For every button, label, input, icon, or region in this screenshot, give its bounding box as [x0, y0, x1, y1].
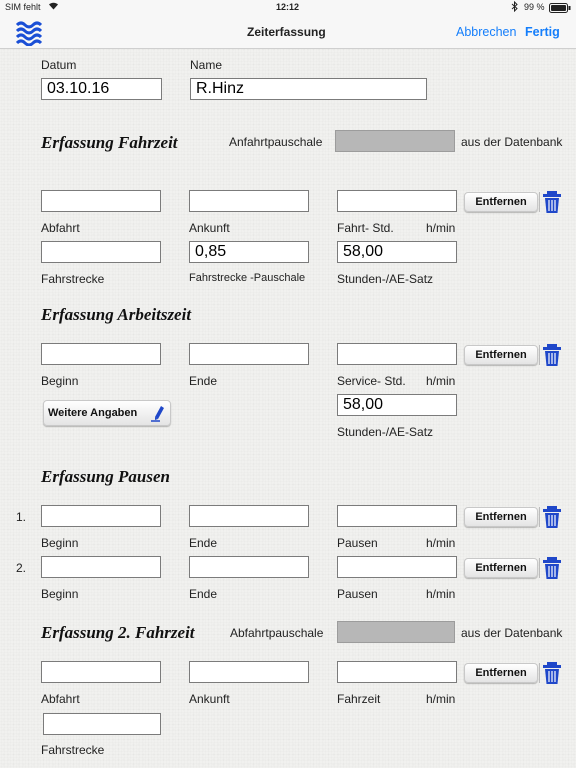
pause-row-number: 1.	[16, 510, 27, 524]
trash-icon[interactable]	[541, 556, 563, 585]
pause-beginn-label: Beginn	[41, 536, 79, 550]
stundensatz-field[interactable]: 58,00	[337, 241, 457, 263]
datum-label: Datum	[41, 58, 77, 72]
remove-pause-button[interactable]: Entfernen	[464, 507, 538, 527]
divider	[539, 507, 540, 527]
divider	[539, 663, 540, 683]
fahrstrecke-field[interactable]	[41, 241, 161, 263]
cancel-button[interactable]: Abbrechen	[456, 25, 517, 39]
datenbank-label: aus der Datenbank	[461, 626, 563, 640]
divider	[539, 558, 540, 578]
fahrt-std-field[interactable]	[337, 190, 457, 212]
section-title-arbeitszeit: Erfassung Arbeitszeit	[41, 305, 192, 324]
abfahrt-2-field[interactable]	[41, 661, 161, 683]
section-title-fahrzeit: Erfassung Fahrzeit	[41, 133, 178, 152]
trash-icon[interactable]	[541, 661, 563, 690]
datum-field[interactable]: 03.10.16	[41, 78, 162, 100]
service-std-field[interactable]	[337, 343, 457, 365]
carrier-label: SIM fehlt	[5, 2, 41, 12]
anfahrtpauschale-label: Anfahrtpauschale	[229, 135, 323, 149]
more-details-button[interactable]	[43, 400, 171, 426]
remove-arbeitszeit-button[interactable]: Entfernen	[464, 345, 538, 365]
ankunft-label: Ankunft	[189, 221, 230, 235]
fahrzeit-2-label: Fahrzeit	[337, 692, 381, 706]
remove-pause-button[interactable]: Entfernen	[464, 558, 538, 578]
pencil-edit-icon	[148, 403, 168, 432]
unit-label: h/min	[426, 536, 456, 550]
pause-dauer-field[interactable]	[337, 556, 457, 578]
trash-icon[interactable]	[541, 190, 563, 219]
battery-label: 99 %	[524, 2, 545, 12]
fahrstrecke-2-label: Fahrstrecke	[41, 743, 105, 757]
fahrstrecke-label: Fahrstrecke	[41, 272, 105, 286]
abfahrt-field[interactable]	[41, 190, 161, 212]
ankunft-2-label: Ankunft	[189, 692, 230, 706]
pause-dauer-label: Pausen	[337, 536, 378, 550]
pause-ende-label: Ende	[189, 536, 218, 550]
bluetooth-icon	[511, 1, 518, 14]
clock: 12:12	[276, 2, 300, 12]
remove-fahrzeit-2-button[interactable]: Entfernen	[464, 663, 538, 683]
pause-row-number: 2.	[16, 561, 27, 575]
trash-icon[interactable]	[541, 505, 563, 534]
abfahrtpauschale-field	[337, 621, 455, 643]
arbeit-stundensatz-label: Stunden-/AE-Satz	[337, 425, 434, 439]
abfahrtpauschale-label: Abfahrtpauschale	[230, 626, 324, 640]
abfahrt-label: Abfahrt	[41, 221, 80, 235]
ankunft-field[interactable]	[189, 190, 309, 212]
divider	[539, 345, 540, 365]
remove-fahrzeit-button[interactable]: Entfernen	[464, 192, 538, 212]
pause-dauer-field[interactable]	[337, 505, 457, 527]
section-title-pausen: Erfassung Pausen	[41, 467, 170, 486]
fahrstrecke-pauschale-field[interactable]: 0,85	[189, 241, 309, 263]
arbeit-stundensatz-field[interactable]: 58,00	[337, 394, 457, 416]
pause-dauer-label: Pausen	[337, 587, 378, 601]
anfahrtpauschale-field	[335, 130, 455, 152]
fahrstrecke-2-field[interactable]	[43, 713, 161, 735]
beginn-field[interactable]	[41, 343, 161, 365]
pause-ende-field[interactable]	[189, 556, 309, 578]
status-bar	[0, 0, 576, 16]
page-title: Zeiterfassung	[247, 25, 326, 39]
ende-field[interactable]	[189, 343, 309, 365]
done-button[interactable]: Fertig	[525, 25, 560, 39]
trash-icon[interactable]	[541, 343, 563, 372]
section-title-fahrzeit-2: Erfassung 2. Fahrzeit	[41, 623, 195, 642]
pause-ende-field[interactable]	[189, 505, 309, 527]
navigation-bar	[0, 16, 576, 49]
abfahrt-2-label: Abfahrt	[41, 692, 80, 706]
unit-label: h/min	[426, 587, 456, 601]
wifi-icon	[48, 1, 59, 12]
fahrt-std-label: Fahrt- Std.	[337, 221, 394, 235]
stundensatz-label: Stunden-/AE-Satz	[337, 272, 434, 286]
ankunft-2-field[interactable]	[189, 661, 309, 683]
pause-beginn-field[interactable]	[41, 556, 161, 578]
divider	[539, 192, 540, 212]
unit-label: h/min	[426, 374, 456, 388]
battery-icon	[549, 3, 571, 15]
fahrzeit-2-field[interactable]	[337, 661, 457, 683]
unit-label: h/min	[426, 692, 456, 706]
service-std-label: Service- Std.	[337, 374, 406, 388]
waves-logo-icon[interactable]	[15, 18, 43, 51]
fahrstrecke-pauschale-label: Fahrstrecke -Pauschale	[189, 272, 306, 284]
pause-beginn-label: Beginn	[41, 587, 79, 601]
unit-label: h/min	[426, 221, 456, 235]
name-label: Name	[190, 58, 223, 72]
beginn-label: Beginn	[41, 374, 79, 388]
ende-label: Ende	[189, 374, 218, 388]
pause-beginn-field[interactable]	[41, 505, 161, 527]
pause-ende-label: Ende	[189, 587, 218, 601]
name-field[interactable]: R.Hinz	[190, 78, 427, 100]
more-details-label: Weitere Angaben	[48, 407, 138, 419]
datenbank-label: aus der Datenbank	[461, 135, 563, 149]
